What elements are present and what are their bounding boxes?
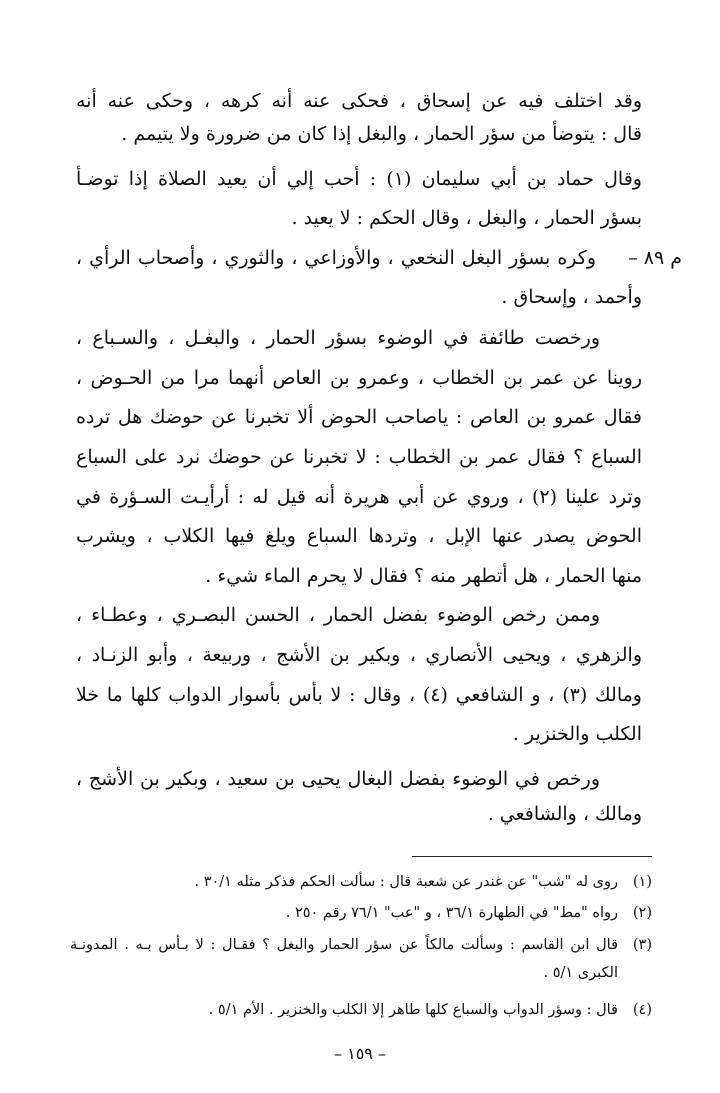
footnote-number: (٤)	[632, 1002, 652, 1018]
footnote-continuation	[70, 961, 652, 985]
body-line: والزهري ، ويحيى الأنصاري ، وبكير بن الأشج ، وربيعة ، وأبو الزنـاد ،	[76, 644, 642, 666]
body-line: الكلب والخنزير .	[512, 723, 642, 745]
body-line: الحوض يصدر عنها الإبل ، وتردها السباع ويلغ فيها الكلاب ، ويشرب	[76, 525, 642, 547]
footnote-text: رواه "مط" في الطهارة ٣٦/١ ، و "عب" ٧٦/١ رقم ٢٥٠ .	[285, 905, 618, 921]
body-line: روينا عن عمر بن الخطاب ، وعمرو بن العاص أنهما مرا من الحـوض ،	[76, 367, 642, 389]
footnote	[70, 998, 652, 1022]
body-line: فقال عمرو بن العاص : ياصاحب الحوض ألا تخبرنا عن حوضك هل ترده	[76, 406, 642, 428]
footnote-text: الكبرى ٥/١ .	[543, 965, 618, 981]
footnote-number: (٣)	[632, 937, 652, 953]
body-line: وقد اختلف فيه عن إسحاق ، فحكى عنه أنه كرهه ، وحكى عنه أنه	[76, 90, 642, 112]
body-line: بسؤر الحمار ، والبغل ، وقال الحكم : لا يعيد .	[291, 207, 642, 229]
footnote	[70, 933, 652, 957]
footnote-separator	[412, 856, 652, 857]
body-line: ومالك ، والشافعي .	[487, 803, 642, 825]
body-line: وقال حماد بن أبي سليمان (١) : أحب إلي أن يعيد الصلاة إذا توضـأ	[76, 168, 642, 190]
body-line: وكره بسؤر البغل النخعي ، والأوزاعي ، والثوري ، وأصحاب الرأي ،	[76, 247, 596, 269]
footnote-text: قال : وسؤر الدواب والسباع كلها طاهر إلا الكلب والخنزير . الأم ٥/١ .	[208, 1002, 618, 1018]
body-line: ورخصت طائفة في الوضوء بسؤر الحمار ، والبغـل ، والسـباع ،	[76, 327, 600, 349]
page-number: – ١٥٩ –	[334, 1044, 386, 1063]
body-line: السباع ؟ فقال عمر بن الخطاب : لا تخبرنا عن حوضك نرد على السباع	[76, 446, 642, 468]
body-line: وترد علينا (٢) ، وروي عن أبي هريرة أنه قيل له : أرأيـت السـؤرة في	[76, 486, 642, 508]
footnote-text: روى له "شب" عن غندر عن شعبة قال : سألت الحكم فذكر مثله ٣٠/١ .	[194, 874, 618, 890]
footnote-text: قال ابن القاسم : وسألت مالكاً عن سؤر الحمار والبغل ؟ فقـال : لا بـأس بـه . المدونـة	[70, 937, 618, 953]
footnote-number: (١)	[632, 874, 652, 890]
body-line: وممن رخص الوضوء بفضل الحمار ، الحسن البصـري ، وعطـاء ،	[76, 604, 600, 626]
footnote	[70, 901, 652, 925]
body-line: قال : يتوضأ من سؤر الحمار ، والبغل إذا كان من ضرورة ولا يتيمم .	[121, 123, 642, 145]
body-line: ورخص في الوضوء بفضل البغال يحيى بن سعيد ، وبكير بن الأشج ،	[76, 768, 600, 790]
section-marker: م ٨٩ –	[628, 247, 682, 269]
footnote	[70, 870, 652, 894]
footnote-number: (٢)	[632, 905, 652, 921]
body-line: منها الحمار ، هل أتطهر منه ؟ فقال لا يحرم الماء شيء .	[205, 565, 642, 587]
body-line: وأحمد ، وإسحاق .	[501, 286, 642, 308]
body-line: ومالك (٣) ، و الشافعي (٤) ، وقال : لا بأس بأسوار الدواب كلها ما خلا	[76, 684, 642, 706]
